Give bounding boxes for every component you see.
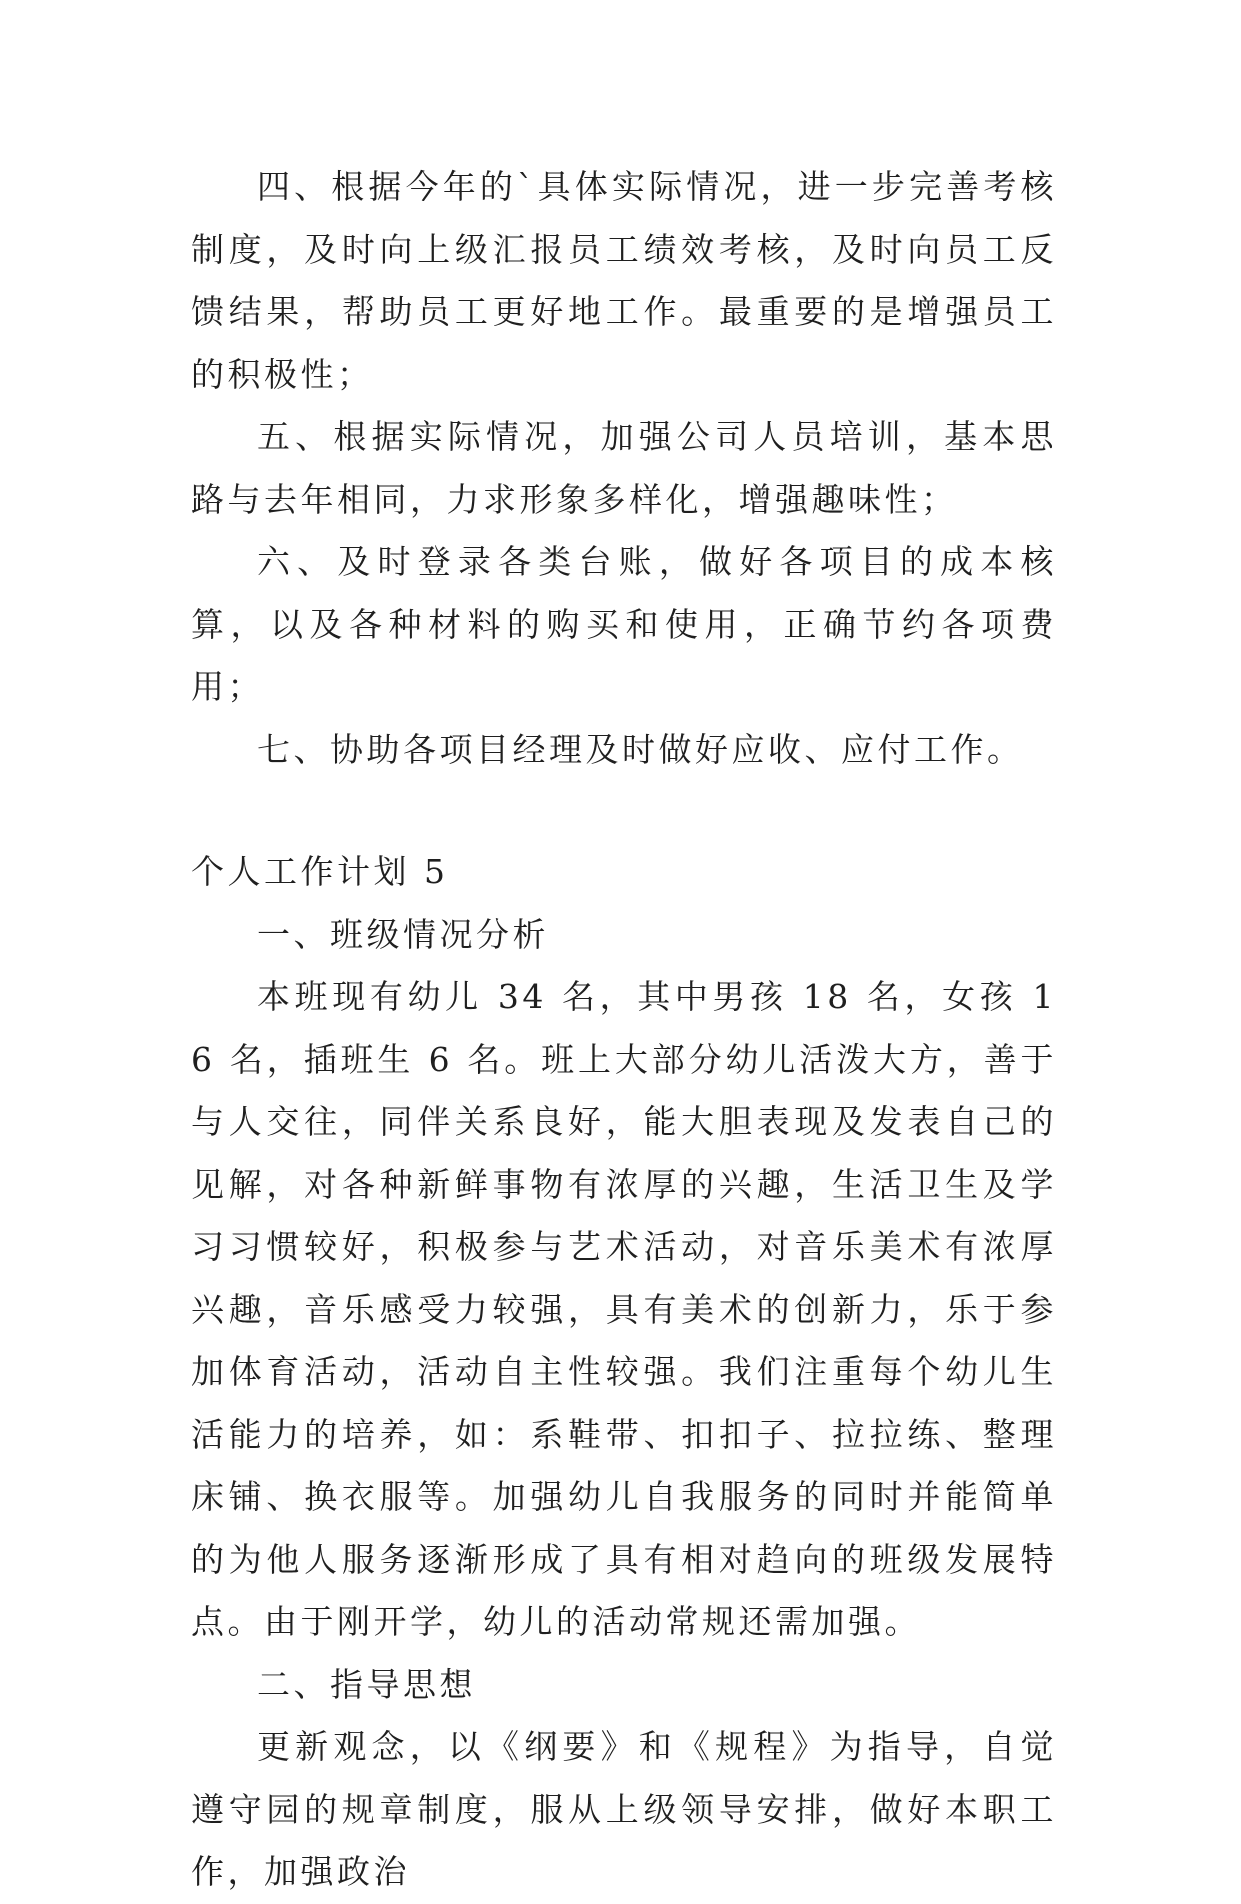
paragraph-guiding-ideology: 更新观念，以《纲要》和《规程》为指导，自觉遵守园的规章制度，服从上级领导安排，做好本职工作，加强政治	[191, 1727, 1057, 1891]
document-body	[191, 156, 1057, 1904]
paragraph-receivables: 七、协助各项目经理及时做好应收、应付工作。	[257, 729, 1024, 769]
paragraph-assessment: 四、根据今年的`具体实际情况，进一步完善考核制度，及时向上级汇报员工绩效考核，及时向员工反馈结果，帮助员工更好地工作。最重要的是增强员工的积极性；	[191, 167, 1057, 394]
paragraph-ledger: 六、及时登录各类台账，做好各项目的成本核算，以及各种材料的购买和使用，正确节约各项费用；	[191, 542, 1057, 706]
subheading-class-analysis: 一、班级情况分析	[257, 914, 549, 954]
paragraph-training: 五、根据实际情况，加强公司人员培训，基本思路与去年相同，力求形象多样化，增强趣味性；	[191, 417, 1057, 519]
subheading-guiding-ideology: 二、指导思想	[257, 1664, 476, 1704]
paragraph-class-analysis: 本班现有幼儿 34 名，其中男孩 18 名，女孩 16 名，插班生 6 名。班上大部分幼儿活泼大方，善于与人交往，同伴关系良好，能大胆表现及发表自己的见解，对各种新鲜事物有浓厚的兴趣，生活卫生及学习习惯较好，积极参与艺术活动，对音乐美术有浓厚兴趣，音乐感受力较强，具有美术的创新力，乐于参加体育活动，活动自主性较强。我们注重每个幼儿生活能力的培养，如：系鞋带、扣扣子、拉拉练、整理床铺、换衣服等。加强幼儿自我服务的同时并能简单的为他人服务逐渐形成了具有相对趋向的班级发展特点。由于刚开学，幼儿的活动常规还需加强。	[191, 977, 1057, 1641]
section-title: 个人工作计划 5	[191, 852, 449, 891]
